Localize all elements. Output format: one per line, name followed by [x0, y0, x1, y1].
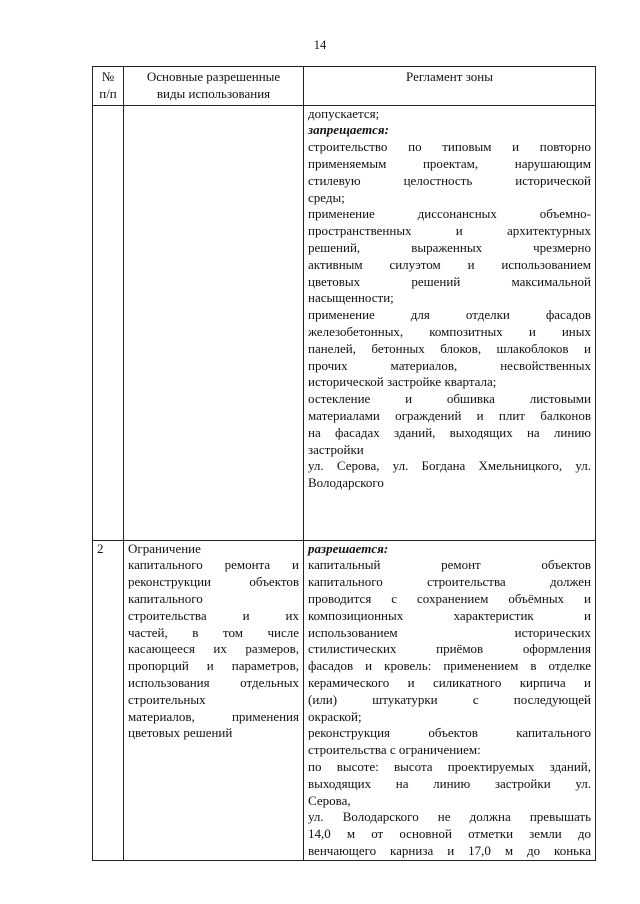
text-line: запрещается: [308, 122, 389, 138]
text-line: применение для отделки фасадов [308, 307, 591, 323]
row-cont-regulation-cell [304, 105, 596, 540]
text-line: окраской; [308, 708, 362, 724]
header-uses-line: виды использования [156, 85, 271, 101]
text-line: активным силуэтом и использованием [308, 256, 591, 272]
text-line: железобетонных, композитных и иных [308, 323, 591, 339]
text-line: материалов, применения [128, 708, 299, 724]
text-line: по высоте: высота проектируемых зданий, [308, 758, 591, 774]
text-line: ул. Серова, ул. Богдана Хмельницкого, ул. [308, 458, 591, 474]
text-line: ул. Володарского не должна превышать [308, 809, 591, 825]
text-line: строительства и их [128, 607, 299, 623]
text-line: выходящих на линию застройки ул. [308, 775, 591, 791]
text-line: среды; [308, 189, 345, 205]
text-line: разрешается: [308, 540, 389, 556]
header-number [93, 67, 124, 106]
text-line: исторической застройке квартала; [308, 374, 497, 390]
text-line: капитального ремонта и [128, 557, 299, 573]
text-line: пропорций и параметров, [128, 658, 299, 674]
header-number-line: № [101, 69, 115, 84]
text-line: композиционных характеристик и [308, 607, 591, 623]
text-line: Серова, [308, 792, 351, 808]
row-cont-uses-cell [124, 105, 304, 540]
text-line: частей, в том числе [128, 624, 299, 640]
text-line: строительство по типовым и повторно [308, 139, 591, 155]
header-uses-line: Основные разрешенные [146, 69, 281, 84]
text-line: фасадов и кровель: применением в отделке [308, 658, 591, 674]
text-line: панелей, бетонных блоков, шлакоблоков и [308, 340, 591, 356]
text-line: проводится с сохранением объёмных и [308, 590, 591, 606]
text-line: реконструкции объектов [128, 574, 299, 590]
text-line: касающееся их размеров, [128, 641, 299, 657]
header-number-line: п/п [99, 85, 117, 101]
text-line: цветовых решений максимальной [308, 273, 591, 289]
text-line: Ограничение [128, 540, 201, 556]
row-2-regulation-cell [304, 540, 596, 860]
text-line: венчающего карниза и 17,0 м до конька [308, 842, 591, 858]
text-line: стилистических приёмов оформления [308, 641, 591, 657]
text-line: на фасадах зданий, выходящих на линию [308, 424, 591, 440]
text-line: решений, выраженных чрезмерно [308, 239, 591, 255]
text-line: остекление и обшивка листовыми [308, 391, 591, 407]
text-line: керамического и силикатного кирпича и [308, 674, 591, 690]
text-line: стилевую целостность исторической [308, 172, 591, 188]
text-line: строительства с ограничением: [308, 742, 481, 758]
table-header-row [93, 67, 596, 106]
text-line: насыщенности; [308, 290, 394, 306]
text-line: допускается; [308, 105, 380, 121]
header-zone-regulation: Регламент зоны [304, 67, 596, 106]
text-line: цветовых решений [128, 725, 233, 741]
text-line: 14,0 м от основной отметки земли до [308, 826, 591, 842]
zone-regulation-table [92, 66, 596, 861]
text-line: Володарского [308, 475, 384, 491]
text-line: капитальный ремонт объектов [308, 557, 591, 573]
text-line: материалами ограждений и плит балконов [308, 407, 591, 423]
text-line: (или) штукатурки с последующей [308, 691, 591, 707]
row-2-number: 2 [93, 540, 124, 860]
row-cont-number-cell [93, 105, 124, 540]
text-line: применение диссонансных объемно- [308, 206, 591, 222]
text-line: использованием исторических [308, 624, 591, 640]
header-permitted-uses [124, 67, 304, 106]
text-line: применяемым проектам, нарушающим [308, 155, 591, 171]
text-line: реконструкция объектов капитального [308, 725, 591, 741]
text-line: застройки [308, 441, 364, 457]
text-line: капитального строительства должен [308, 574, 591, 590]
text-line: прочих материалов, несвойственных [308, 357, 591, 373]
text-line: использования отдельных [128, 674, 299, 690]
text-line: капитального [128, 590, 203, 606]
text-line: строительных [128, 691, 206, 707]
row-2-uses-cell [124, 540, 304, 860]
page-number: 14 [313, 38, 327, 52]
table-row-continued [93, 105, 596, 540]
text-line: пространственных и архитектурных [308, 223, 591, 239]
table-row-2 [93, 540, 596, 860]
